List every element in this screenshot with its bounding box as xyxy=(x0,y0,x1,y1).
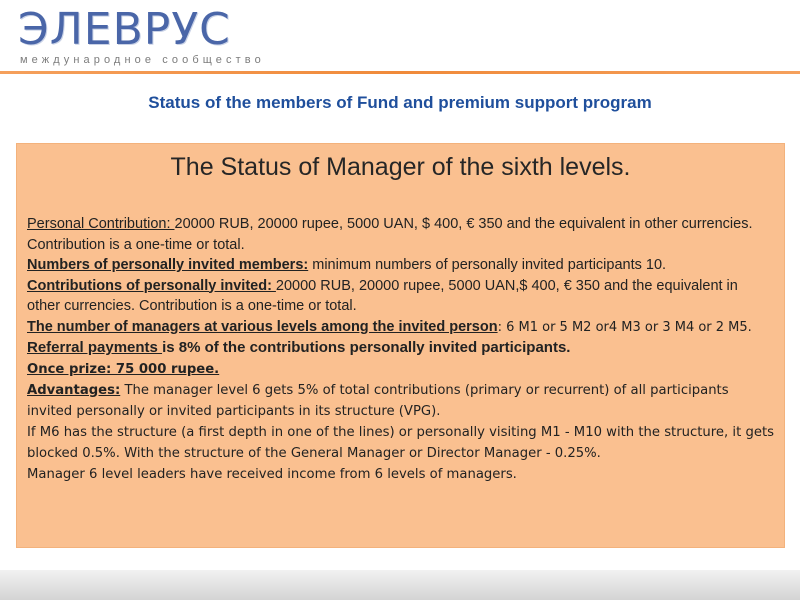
slide-title: Status of the members of Fund and premium support program xyxy=(148,93,652,112)
referral-label: Referral payments xyxy=(27,339,163,356)
advantages-text: The manager level 6 gets 5% of total contributions (primary or recurrent) of all participants invited personally or invited participants in its structure (VPG). xyxy=(27,382,729,419)
invited-contributions-paragraph xyxy=(27,276,774,317)
structure-note: If M6 has the structure (a first depth in one of the lines) or personally visiting M1 - M10 with the structure, it gets blocked 0.5%. With the structure of the General Manager or Director Manager - 0.25%. xyxy=(27,424,774,461)
referral-paragraph xyxy=(27,338,774,359)
invited-contributions-text: 20000 RUB, 20000 rupee, 5000 UAN,$ 400, € 350 and the equivalent in other currencies. Contribution is a one-time or total. xyxy=(27,277,738,314)
once-prize-paragraph xyxy=(27,359,774,380)
footer-bar xyxy=(0,570,800,600)
invited-members-paragraph xyxy=(27,255,774,276)
managers-count-text: : 6 M1 or 5 M2 or4 M3 or 3 M4 or 2 M5. xyxy=(497,319,752,335)
managers-count-paragraph xyxy=(27,317,774,339)
managers-count-label: The number of managers at various levels among the invited person xyxy=(27,318,498,335)
advantages-label: Advantages: xyxy=(27,382,121,398)
personal-contribution-text: 20000 RUB, 20000 rupee, 5000 UAN, $ 400, € 350 and the equivalent in other currencies. Contribution is a one-time or total. xyxy=(27,216,753,253)
personal-contribution-label: Personal Contribution: xyxy=(27,216,175,232)
invited-members-text: minimum numbers of personally invited participants 10. xyxy=(308,257,667,273)
panel-heading: The Status of Manager of the sixth levels. xyxy=(170,153,631,181)
invited-members-label: Numbers of personally invited members: xyxy=(27,257,309,273)
logo-wordmark: ЭЛЕВРУС xyxy=(18,4,231,55)
logo-tagline: международное сообщество xyxy=(20,54,265,66)
elevrus-logo xyxy=(18,6,268,66)
invited-contributions-label: Contributions of personally invited: xyxy=(27,277,276,294)
leaders-note: Manager 6 level leaders have received income from 6 levels of managers. xyxy=(27,466,517,482)
header-divider xyxy=(0,71,800,74)
referral-text: is 8% of the contributions personally invited participants. xyxy=(162,339,571,356)
personal-contribution-paragraph xyxy=(27,214,774,255)
advantages-paragraph xyxy=(27,380,774,422)
once-prize-label: Once prize: 75 000 rupee. xyxy=(27,361,220,377)
status-panel xyxy=(16,143,785,548)
